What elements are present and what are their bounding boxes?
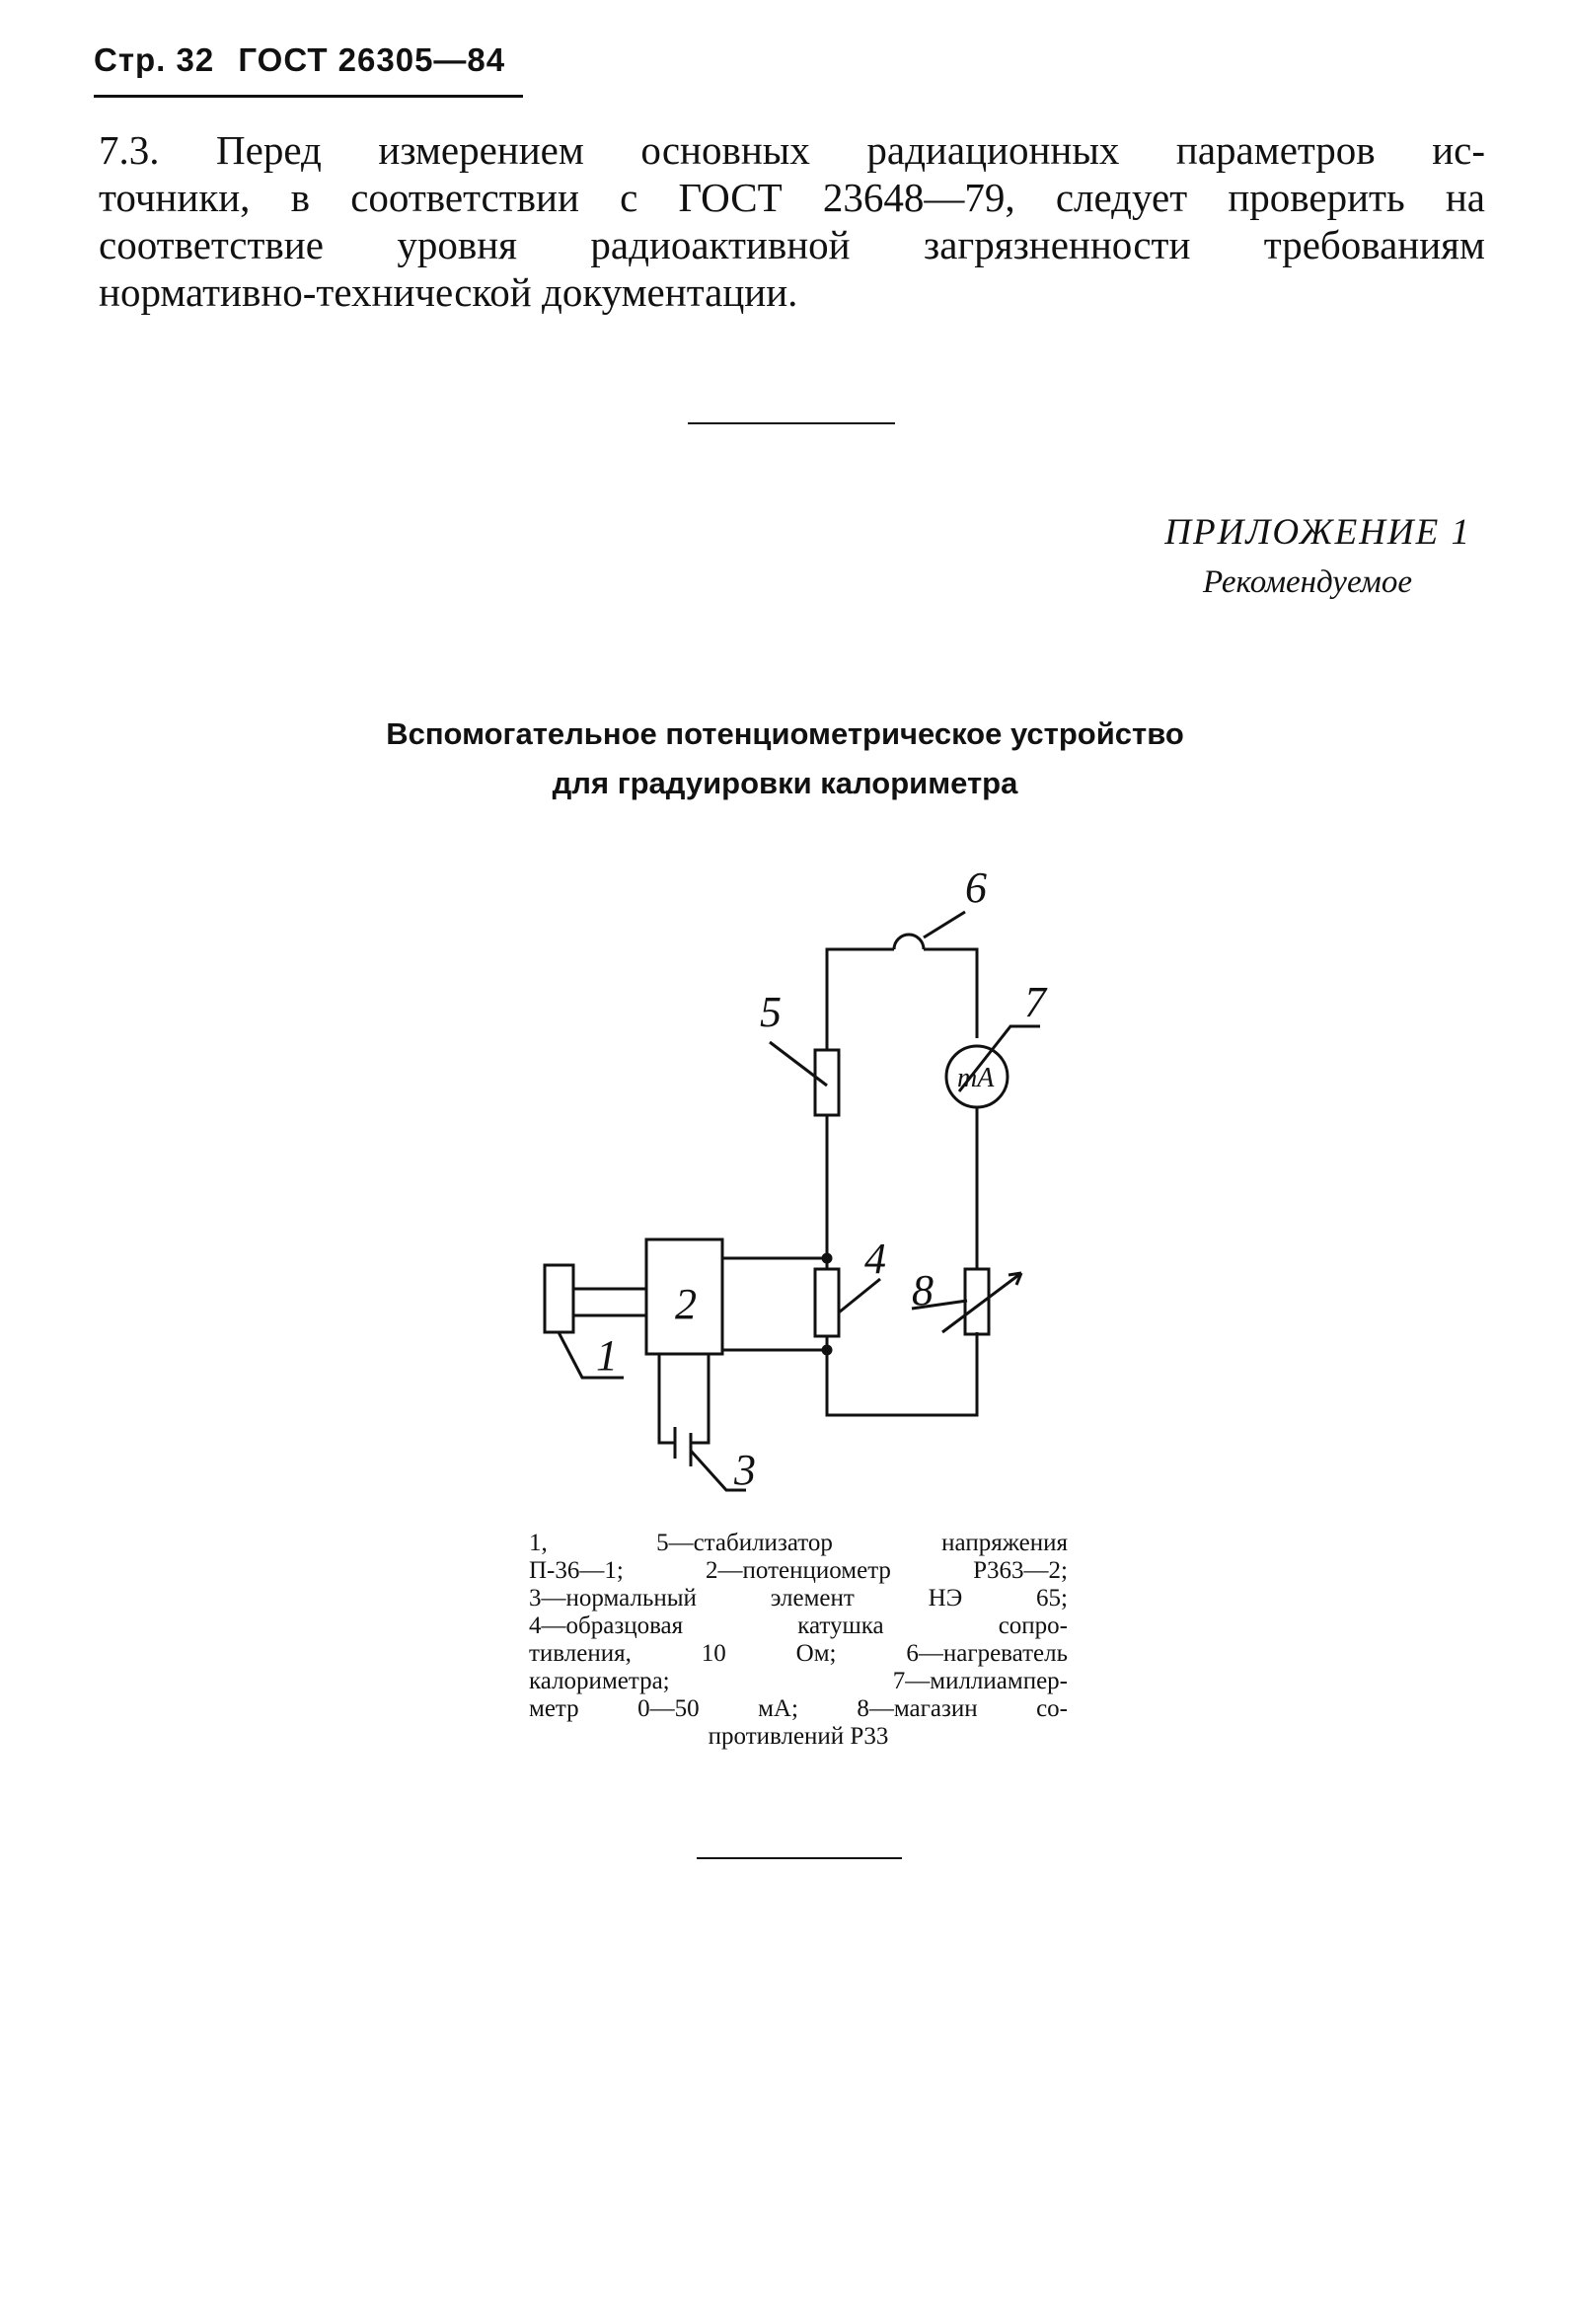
page-number: Стр. 32	[94, 41, 215, 78]
milliammeter-label: mA	[957, 1063, 995, 1093]
wire-4-bottom	[827, 1332, 977, 1415]
legend-line: метр 0—50 мА; 8—магазин со-	[529, 1695, 1068, 1722]
label-4: 4	[864, 1235, 886, 1283]
paragraph-line: соответствие уровня радиоактивной загрязненности требованиям	[99, 222, 1485, 267]
figure-legend	[529, 1530, 1068, 1751]
legend-line: 4—образцовая катушка сопро-	[529, 1612, 1068, 1639]
label-6: 6	[965, 863, 987, 912]
appendix-subtitle: Рекомендуемое	[1202, 564, 1412, 600]
label-5: 5	[760, 988, 782, 1036]
figure-title-line-2: для градуировки калориметра	[552, 766, 1018, 800]
resistor-5	[815, 1050, 839, 1115]
paragraph-line: точники, в соответствии с ГОСТ 23648—79, следует проверить на	[99, 175, 1485, 220]
legend-line: 3—нормальный элемент НЭ 65;	[529, 1585, 1068, 1612]
bottom-divider	[697, 1857, 902, 1859]
legend-line: противлений Р33	[708, 1723, 889, 1750]
legend-line: тивления, 10 Ом; 6—нагреватель	[529, 1640, 1068, 1667]
stabilizer-1	[545, 1265, 573, 1332]
label-3: 3	[734, 1446, 756, 1494]
figure-title-line-1: Вспомогательное потенциометрическое устройство	[386, 716, 1184, 751]
label-1: 1	[596, 1331, 618, 1380]
leader-4	[839, 1279, 880, 1312]
standard-number: ГОСТ 26305—84	[238, 41, 506, 78]
label-7: 7	[1024, 978, 1046, 1026]
resistor-4	[815, 1269, 839, 1336]
heater-6	[894, 935, 924, 949]
legend-line: П-36—1; 2—потенциометр Р363—2;	[529, 1557, 1068, 1584]
paragraph-line: 7.3. Перед измерением основных радиационных параметров ис-	[99, 127, 1485, 173]
appendix-title: ПРИЛОЖЕНИЕ 1	[1164, 512, 1471, 553]
wire-top-left	[827, 949, 894, 1050]
wire-1-to-2	[573, 1289, 646, 1315]
label-2: 2	[675, 1280, 697, 1328]
leader-6	[924, 912, 965, 937]
legend-line: калориметра; 7—миллиампер-	[529, 1668, 1068, 1694]
wire-2-to-3	[659, 1354, 709, 1443]
wire-top-right	[924, 949, 977, 1038]
paragraph-line: нормативно-технической документации.	[99, 269, 798, 315]
legend-line: 1, 5—стабилизатор напряжения	[529, 1530, 1068, 1556]
label-8: 8	[912, 1266, 934, 1314]
